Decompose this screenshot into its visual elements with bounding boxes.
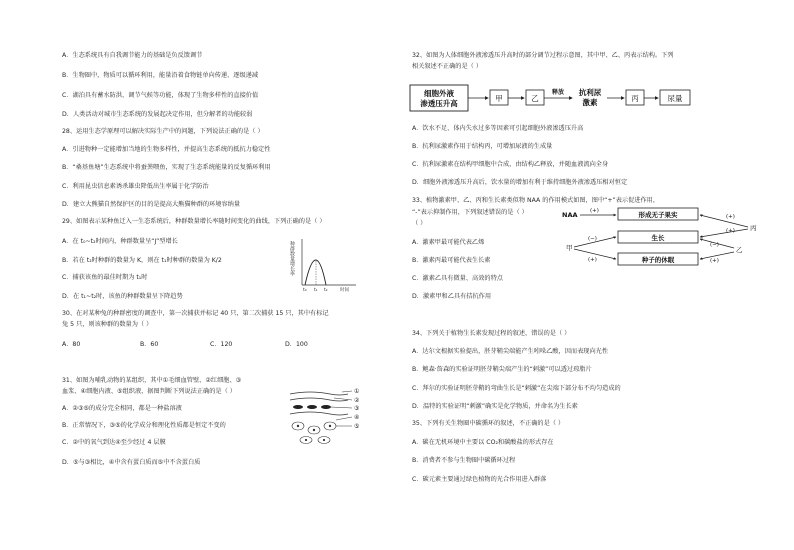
q29-tick-t1: t₁ xyxy=(314,288,318,293)
q33-option-d: D．激素甲和乙具有拮抗作用 xyxy=(412,293,492,300)
q33-option-b: B．激素丙最可能代表生长素 xyxy=(412,257,491,264)
q29-option-c: C．捕获该鱼的最佳时期为 t₁时 xyxy=(62,274,148,281)
q32-node-urine: 尿量 xyxy=(667,94,683,103)
q32-node-bing: 丙 xyxy=(631,94,639,103)
q32-node-jia: 甲 xyxy=(495,94,503,103)
q31-label-2: ② xyxy=(354,397,360,404)
q30-stem-line2: 兔 5 只，则该种群的数量为（ ） xyxy=(62,321,153,328)
q29-xlabel: 时间 xyxy=(340,288,349,293)
q33-naa: NAA xyxy=(562,211,578,219)
q33-option-a: A．激素甲最可能代表乙烯 xyxy=(412,239,485,246)
q31-option-c: C．②中的氧气到达④至少经过 4 层膜 xyxy=(62,439,166,446)
q33-bing-plus-2: (+) xyxy=(726,228,735,234)
q33-box-seedless-fruit: 形成无子果实 xyxy=(638,211,678,219)
q32-release-label: 释放 xyxy=(551,89,565,96)
q31-label-3: ③ xyxy=(354,405,360,412)
q27-option-a: A．生态系统具有自我调节能力的基础是负反馈调节 xyxy=(62,52,203,59)
q31-option-b: B．正常情况下，③⑤的化学成分和理化性质都是恒定不变的 xyxy=(62,422,226,429)
q28-stem: 28、运用生态学原理可以解决实际生产中的问题，下列说法正确的是（ ） xyxy=(62,128,264,135)
q32-stem-line2: 相关叙述不正确的是（ ） xyxy=(412,63,483,70)
q29-ylabel: 种群数量增长率 xyxy=(289,241,295,276)
q29-tick-t2: t₂ xyxy=(324,288,328,293)
q35-stem: 35、下列有关生物圈中碳循环的叙述，不正确的是（ ） xyxy=(412,420,565,427)
q30-option-d: D．100 xyxy=(285,341,308,348)
q34-option-a: A．达尔文根据实验提出，胚芽鞘尖端能产生吲哚乙酸，因而表现向光性 xyxy=(412,348,609,355)
q32-node-yi: 乙 xyxy=(531,94,539,103)
q34-option-c: C．拜尔的实验证明胚芽鞘的弯曲生长是“刺激”在尖端下部分布不均匀造成的 xyxy=(412,385,621,392)
q32-start-line1: 细胞外液 xyxy=(424,89,454,98)
left-column xyxy=(0,0,372,550)
q33-yi-plus: (+) xyxy=(710,258,719,264)
q32-stem-line1: 32、如图为人体细胞外液渗透压升高时的部分调节过程示意图，其中甲、乙、丙表示结构。下列 xyxy=(412,52,674,59)
q28-option-c: C．利用昆虫信息素诱杀雄虫降低出生率属于化学防治 xyxy=(62,183,209,190)
q29-option-b: B．若在 t₂时种群的数量为 K，则在 t₁时种群的数量为 K/2 xyxy=(62,257,222,264)
q34-option-b: B．鲍森·詹森的实验证明胚芽鞘尖端产生的“刺激”可以透过琼脂片 xyxy=(412,366,592,373)
q35-option-a: A．碳在无机环境中主要以 CO₂和碳酸盐的形式存在 xyxy=(412,439,554,446)
q33-option-c: C．激素乙具有微量、高效的特点 xyxy=(412,275,503,282)
q28-option-d: D．建立大熊猫自然保护区的目的是提高大熊猫种群的环境容纳量 xyxy=(62,201,241,208)
q31-option-a: A．②③⑤的成分完全相同，都是一种盐溶液 xyxy=(62,405,182,412)
q31-stem-line1: 31、如图为哺乳动物的某组织，其中①毛细血管壁、②红细胞、③ xyxy=(62,377,242,384)
q31-label-1: ① xyxy=(354,388,360,395)
q34-option-d: D．温特的实验证明“刺激”确实是化学物质，并命名为生长素 xyxy=(412,403,578,410)
q28-option-a: A．引进物种一定能增加当地的生物多样性，并提高生态系统的抵抗力稳定性 xyxy=(62,146,271,153)
q32-option-c: C．抗利尿激素在结构甲细胞中合成，由结构乙释放，并随血液流向全身 xyxy=(412,161,609,168)
q27-option-b: B．生物圈中，物质可以循环利用，能量沿着食物链单向传递、逐级递减 xyxy=(62,72,259,79)
q34-stem: 34、下列关于植物生长素发现过程的叙述，错误的是（ ） xyxy=(412,330,571,337)
q32-option-b: B．抗利尿激素作用于结构丙，可增加尿液的生成量 xyxy=(412,143,553,150)
q32-hormone-line1: 抗利尿 xyxy=(578,88,602,97)
q31-label-4: ④ xyxy=(354,414,360,421)
q29-option-d: D．在 t₁~t₂时，该鱼的种群数量呈下降趋势 xyxy=(62,293,183,300)
q33-yi-minus: (−) xyxy=(710,242,719,248)
q31-option-d: D．⑤与③相比，④中含有蛋白质而⑤中不含蛋白质 xyxy=(62,459,201,466)
q33-box-growth: 生长 xyxy=(651,234,665,242)
q32-option-a: A．饮水不足、体内失水过多等因素可引起细胞外液渗透压升高 xyxy=(412,125,584,132)
q27-option-d: D．人类活动对城市生态系统的发展起决定作用，但分解者的功能较弱 xyxy=(62,111,253,118)
q30-stem-line1: 30、在对某种兔的种群密度的调查中，第一次捕获并标记 40 只，第二次捕获 15 只，其中有标记 xyxy=(62,310,329,317)
q33-jia-minus: (−) xyxy=(588,236,597,242)
q33-jia-plus: (+) xyxy=(588,257,597,263)
right-column xyxy=(400,0,772,550)
q29-growth-rate-graph xyxy=(290,235,360,293)
q29-tick-t0: t₀ xyxy=(303,288,307,293)
q32-hormone-line2: 激素 xyxy=(582,98,598,107)
q33-stem-line2: “-”表示抑制作用，下列叙述错误的是（ ） xyxy=(412,209,528,216)
q33-answer-paren: （ ） xyxy=(412,220,427,227)
q33-naa-plus: (+) xyxy=(590,208,599,214)
q30-option-c: C．120 xyxy=(210,341,233,348)
q33-yi: 乙 xyxy=(736,246,743,254)
q32-flow-diagram xyxy=(410,82,710,114)
q29-option-a: A．在 t₀~t₂时间内，种群数量呈“J”型增长 xyxy=(62,238,178,245)
q33-bing: 丙 xyxy=(750,224,757,232)
q31-tissue-diagram xyxy=(286,386,366,446)
q33-jia: 甲 xyxy=(566,244,573,252)
q29-stem: 29、如图表示某种鱼迁入一生态系统后，种群数量增长率随时间变化的曲线，下列正确的是（ ） xyxy=(62,218,326,225)
q30-option-b: B．60 xyxy=(140,341,159,348)
q35-option-c: C．碳元素主要通过绿色植物的光合作用进入群落 xyxy=(412,476,547,483)
q33-bing-plus-1: (+) xyxy=(726,214,735,220)
q31-stem-line2: 血浆、④细胞内液、⑤组织液，据图判断下列说法正确的是（ ） xyxy=(62,388,236,395)
q32-option-d: D．细胞外液渗透压升高后，饮水量的增加有利于维持细胞外液渗透压相对恒定 xyxy=(412,179,628,186)
q31-label-5: ⑤ xyxy=(354,423,360,430)
q33-hormone-diagram xyxy=(560,206,770,270)
q33-box-seed-dormancy: 种子的休眠 xyxy=(641,256,675,264)
q33-stem-line1: 33、植物激素甲、乙、丙和生长素类似物 NAA 的作用模式如图，图中“+”表示促进作用， xyxy=(412,197,660,204)
q35-option-b: B．消费者不参与生物圈中碳循环过程 xyxy=(412,457,516,464)
q32-start-line2: 渗透压升高 xyxy=(420,99,458,108)
q28-option-b: B．“桑基鱼塘”生态系统中将蚕粪喂鱼，实现了生态系统能量的反复循环利用 xyxy=(62,164,271,171)
q30-option-a: A．80 xyxy=(62,341,81,348)
q27-option-c: C．湖泊具有蓄水防洪、调节气候等功能，体现了生物多样性的直接价值 xyxy=(62,92,259,99)
